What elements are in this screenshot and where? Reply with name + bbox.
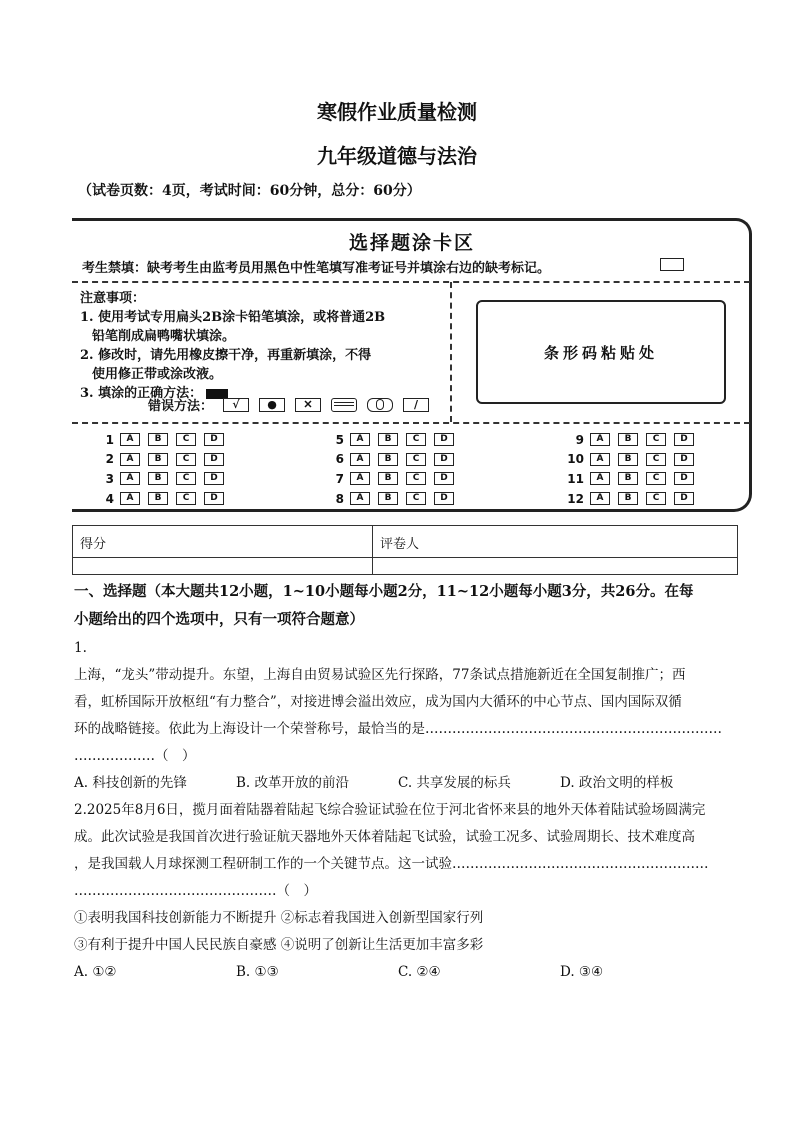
bubble-question-number: 2 [105, 452, 114, 467]
question-text: 上海，“龙头”带动提升。东望，上海自由贸易试验区先行探路，77条试点措施新近在全国复制推广；西 [74, 667, 686, 683]
answer-bubble-d[interactable]: D [674, 492, 694, 505]
barcode-area: 条形码粘贴处 [476, 300, 726, 404]
statement-line: ①表明我国科技创新能力不断提升 ②标志着我国进入创新型国家行列 [74, 910, 484, 926]
bubble-question-number: 9 [575, 432, 584, 447]
answer-bubble-d[interactable]: D [434, 433, 454, 446]
divider [450, 282, 452, 422]
question-text: 成。此次试验是我国首次进行验证航天器地外天体着陆起飞试验，试验工况多、试验周期长、技术难度高 [74, 829, 695, 845]
answer-bubble-a[interactable]: A [590, 492, 610, 505]
answer-bubble-b[interactable]: B [378, 433, 398, 446]
bubble-question-number: 7 [335, 471, 344, 486]
answer-bubble-d[interactable]: D [204, 492, 224, 505]
option-c[interactable]: C. 共享发展的标兵 [398, 775, 511, 791]
exam-meta: （试卷页数：4页，考试时间：60分钟，总分：60分） [78, 183, 421, 199]
answer-bubble-c[interactable]: C [176, 453, 196, 466]
answer-bubble-b[interactable]: B [618, 453, 638, 466]
wrong-mark-cross: ✕ [295, 398, 321, 412]
bubble-row [560, 430, 702, 450]
wrong-mark-check: √ [223, 398, 249, 412]
answer-bubble-a[interactable]: A [590, 453, 610, 466]
question-text: ………………………………………（ ） [74, 883, 317, 899]
wrong-mark-oval [367, 398, 393, 412]
note-1b: 铅笔削成扁鸭嘴状填涂。 [92, 329, 236, 344]
answer-bubble-a[interactable]: A [350, 472, 370, 485]
answer-bubble-d[interactable]: D [674, 472, 694, 485]
answer-bubble-b[interactable]: B [148, 472, 168, 485]
option-b[interactable]: B. ①③ [236, 964, 279, 980]
question-text: 2.2025年8月6日，揽月面着陆器着陆起飞综合验证试验在位于河北省怀来县的地外天体着陆试验场圆满完 [74, 802, 706, 818]
divider [72, 422, 750, 424]
bubble-row [90, 450, 232, 470]
option-d[interactable]: D. 政治文明的样板 [560, 775, 674, 791]
answer-bubble-a[interactable]: A [350, 433, 370, 446]
bubble-question-number: 11 [567, 471, 584, 486]
answer-bubble-a[interactable]: A [350, 453, 370, 466]
option-a[interactable]: A. ①② [74, 964, 117, 980]
answer-bubble-b[interactable]: B [618, 433, 638, 446]
answer-bubble-d[interactable]: D [434, 472, 454, 485]
question-2 [74, 797, 722, 986]
answer-bubble-a[interactable]: A [120, 453, 140, 466]
answer-bubble-c[interactable]: C [406, 433, 426, 446]
option-c[interactable]: C. ②④ [398, 964, 441, 980]
wrong-mark-stripe [331, 398, 357, 412]
bubble-question-number: 5 [335, 432, 344, 447]
question-text: ………………（ ） [74, 748, 196, 764]
answer-bubble-a[interactable]: A [350, 492, 370, 505]
bubble-row [560, 489, 702, 509]
answer-bubble-b[interactable]: B [378, 453, 398, 466]
bubble-question-number: 1 [105, 432, 114, 447]
question-text: 环的战略链接。依此为上海设计一个荣誉称号，最恰当的是………………………………………………………… [74, 721, 722, 737]
option-d[interactable]: D. ③④ [560, 964, 604, 980]
answer-bubble-c[interactable]: C [176, 433, 196, 446]
answer-bubble-c[interactable]: C [176, 492, 196, 505]
question-number: 1. [74, 640, 87, 656]
bubble-row [320, 450, 462, 470]
notes-title: 注意事项： [80, 291, 146, 306]
bubble-row [90, 489, 232, 509]
bubble-question-number: 3 [105, 471, 114, 486]
answer-bubble-c[interactable]: C [406, 453, 426, 466]
answer-bubble-c[interactable]: C [646, 472, 666, 485]
answer-bubble-c[interactable]: C [646, 453, 666, 466]
question-text: ，是我国载人月球探测工程研制工作的一个关键节点。这一试验………………………………………………… [74, 856, 709, 872]
wrong-mark-slash: / [403, 398, 429, 412]
bubble-row [560, 469, 702, 489]
answer-bubble-a[interactable]: A [120, 472, 140, 485]
option-a[interactable]: A. 科技创新的先锋 [74, 775, 187, 791]
card-notes [80, 289, 442, 403]
bubble-column [90, 430, 232, 508]
answer-bubble-c[interactable]: C [406, 472, 426, 485]
bubble-row [90, 469, 232, 489]
answer-bubble-d[interactable]: D [434, 492, 454, 505]
statement-line: ③有利于提升中国人民民族自豪感 ④说明了创新让生活更加丰富多彩 [74, 937, 484, 953]
card-border [72, 218, 92, 221]
note-2b: 使用修正带或涂改液。 [92, 367, 223, 382]
note-1a: 1. 使用考试专用扁头2B涂卡铅笔填涂，或将普通2B [80, 310, 386, 325]
bubble-row [320, 489, 462, 509]
section-heading-line1: 一、选择题（本大题共12小题，1~10小题每小题2分，11~12小题每小题3分，共26分。在每 [74, 583, 694, 600]
answer-bubble-c[interactable]: C [176, 472, 196, 485]
bubble-row [90, 430, 232, 450]
absence-mark-box[interactable] [660, 258, 684, 271]
answer-bubble-d[interactable]: D [674, 433, 694, 446]
bubble-column [320, 430, 462, 508]
answer-bubble-d[interactable]: D [204, 453, 224, 466]
grader-input[interactable] [373, 558, 737, 574]
bubble-question-number: 8 [335, 491, 344, 506]
exam-title: 寒假作业质量检测 [317, 100, 477, 124]
answer-bubble-d[interactable]: D [674, 453, 694, 466]
note-2a: 2. 修改时，请先用橡皮擦干净，再重新填涂，不得 [80, 348, 372, 363]
bubble-row [320, 430, 462, 450]
divider [72, 281, 750, 283]
bubble-column [560, 430, 702, 508]
wrong-methods [148, 395, 429, 414]
bubble-question-number: 12 [567, 491, 584, 506]
answer-options [74, 770, 722, 797]
answer-bubble-b[interactable]: B [378, 472, 398, 485]
answer-bubble-a[interactable]: A [590, 433, 610, 446]
bubble-question-number: 4 [105, 491, 114, 506]
answer-bubble-c[interactable]: C [646, 433, 666, 446]
answer-bubble-b[interactable]: B [148, 433, 168, 446]
bubble-row [320, 469, 462, 489]
note-3-label: 3. 填涂的正确方法： [80, 386, 203, 401]
question-1 [74, 635, 722, 797]
bubble-question-number: 6 [335, 452, 344, 467]
answer-bubble-b[interactable]: B [148, 453, 168, 466]
card-warning: 考生禁填：缺考考生由监考员用黑色中性笔填写准考证号并填涂右边的缺考标记。 [82, 261, 551, 276]
grader-label: 评卷人 [380, 537, 420, 552]
question-text: 看，虹桥国际开放枢纽“有力整合”，对接进博会溢出效应，成为国内大循环的中心节点、国内国际双循 [74, 694, 682, 710]
exam-subtitle: 九年级道德与法治 [317, 144, 477, 168]
answer-bubble-b[interactable]: B [378, 492, 398, 505]
answer-bubble-b[interactable]: B [618, 472, 638, 485]
wrong-methods-label: 错误方法： [148, 399, 214, 414]
answer-bubble-d[interactable]: D [204, 472, 224, 485]
answer-bubble-a[interactable]: A [590, 472, 610, 485]
bubble-row [560, 450, 702, 470]
answer-bubble-d[interactable]: D [204, 433, 224, 446]
answer-bubble-a[interactable]: A [120, 433, 140, 446]
option-b[interactable]: B. 改革开放的前沿 [236, 775, 350, 791]
answer-bubble-b[interactable]: B [148, 492, 168, 505]
answer-bubble-c[interactable]: C [406, 492, 426, 505]
answer-bubble-b[interactable]: B [618, 492, 638, 505]
section-heading [74, 578, 724, 634]
answer-bubble-c[interactable]: C [646, 492, 666, 505]
score-input[interactable] [73, 558, 371, 574]
wrong-mark-dot: ● [259, 398, 285, 412]
section-heading-line2: 小题给出的四个选项中，只有一项符合题意） [74, 611, 364, 628]
answer-bubble-d[interactable]: D [434, 453, 454, 466]
card-title: 选择题涂卡区 [348, 232, 475, 254]
score-label: 得分 [80, 537, 107, 552]
bubble-question-number: 10 [567, 452, 584, 467]
answer-bubble-a[interactable]: A [120, 492, 140, 505]
answer-options [74, 959, 722, 986]
